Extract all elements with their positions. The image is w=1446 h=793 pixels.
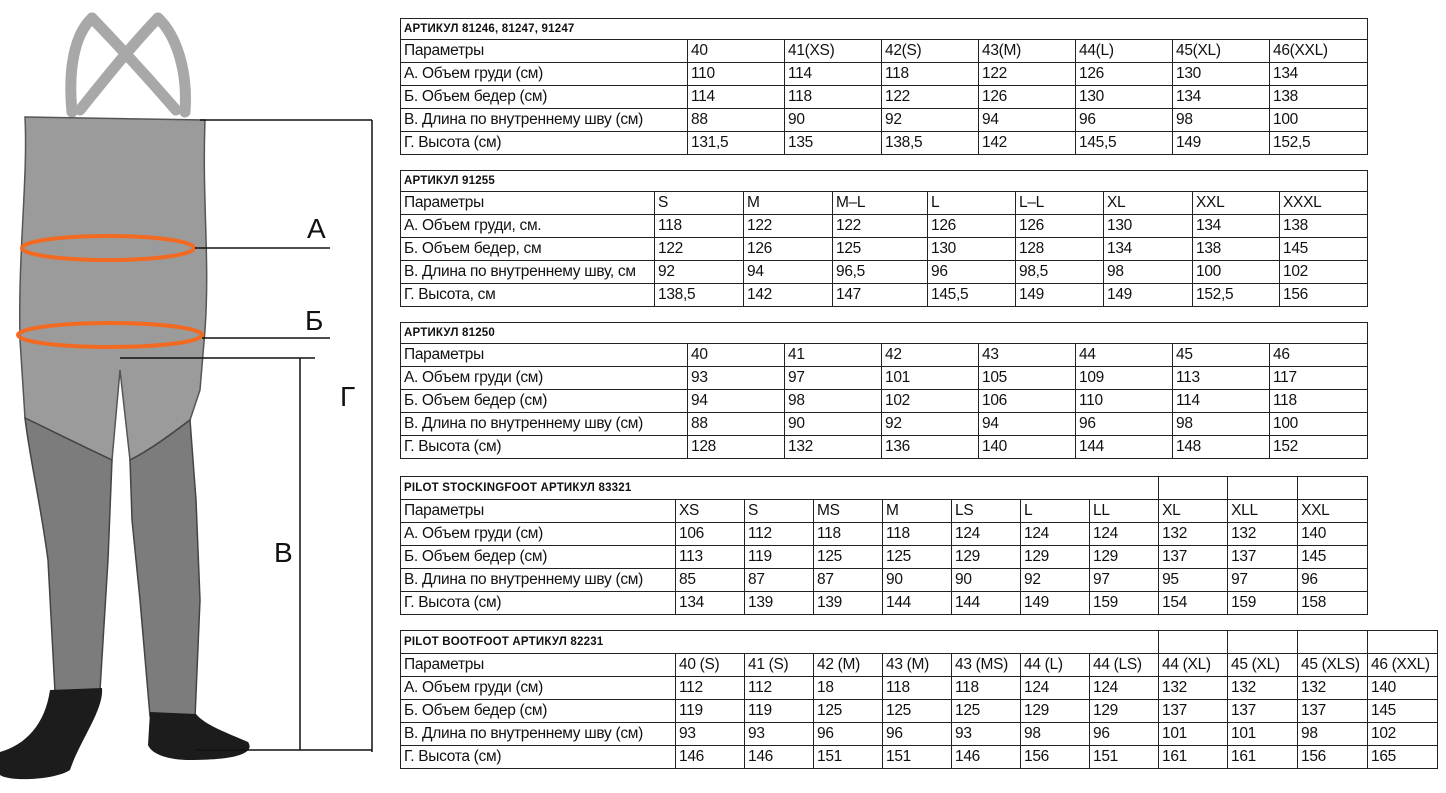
value-cell: 149 [1173,132,1270,155]
value-cell: 135 [785,132,882,155]
value-cell: 158 [1298,592,1368,615]
size-header-cell: 45 (XLS) [1298,654,1368,677]
size-header-cell: S [655,192,744,215]
value-cell: 98 [1104,261,1193,284]
value-cell: 18 [814,677,883,700]
table-row [401,390,1368,413]
value-cell: 124 [952,523,1021,546]
size-header-cell: 44 (L) [1021,654,1090,677]
row-label-cell: Г. Высота (см) [401,592,676,615]
size-header-cell: 44 (XL) [1159,654,1228,677]
row-label-cell: Б. Объем бедер (см) [401,86,688,109]
row-label-cell: В. Длина по внутреннему шву, см [401,261,655,284]
value-cell: 118 [1270,390,1368,413]
value-cell: 138,5 [655,284,744,307]
value-cell: 87 [814,569,883,592]
value-cell: 152 [1270,436,1368,459]
value-cell: 159 [1090,592,1159,615]
value-cell: 96 [814,723,883,746]
value-cell: 130 [1104,215,1193,238]
row-label-cell: Г. Высота (см) [401,132,688,155]
value-cell: 129 [1021,700,1090,723]
size-header-cell: L [1021,500,1090,523]
value-cell: 93 [952,723,1021,746]
value-cell: 96 [1076,413,1173,436]
value-cell: 101 [1228,723,1298,746]
value-cell: 124 [1090,677,1159,700]
value-cell: 149 [1016,284,1104,307]
value-cell: 126 [928,215,1016,238]
value-cell: 125 [952,700,1021,723]
size-header-cell: XLL [1228,500,1298,523]
value-cell: 95 [1159,569,1228,592]
size-header-cell: 40 (S) [676,654,745,677]
value-cell: 145,5 [928,284,1016,307]
wader-right-leg [130,420,200,718]
label-b: Б [305,305,324,336]
value-cell: 122 [655,238,744,261]
size-header-cell: 41 [785,344,882,367]
value-cell: 125 [814,700,883,723]
table-row [401,546,1368,569]
size-header-cell: 42 (M) [814,654,883,677]
value-cell: 110 [1076,390,1173,413]
row-label-cell: Г. Высота (см) [401,436,688,459]
size-header-cell: LL [1090,500,1159,523]
table-title-blank-cell [1368,631,1438,654]
value-cell: 105 [979,367,1076,390]
value-cell: 138 [1280,215,1368,238]
value-cell: 118 [655,215,744,238]
table-row [401,367,1368,390]
value-cell: 96 [1298,569,1368,592]
value-cell: 126 [1016,215,1104,238]
row-label-cell: Г. Высота (см) [401,746,676,769]
wader-torso [20,117,207,460]
value-cell: 126 [979,86,1076,109]
value-cell: 151 [1090,746,1159,769]
value-cell: 112 [745,523,814,546]
value-cell: 130 [1173,63,1270,86]
size-header-cell: 45(XL) [1173,40,1270,63]
value-cell: 106 [979,390,1076,413]
value-cell: 92 [882,109,979,132]
value-cell: 92 [1021,569,1090,592]
table-row [401,436,1368,459]
value-cell: 146 [952,746,1021,769]
value-cell: 119 [745,546,814,569]
row-label-cell: Б. Объем бедер (см) [401,700,676,723]
value-cell: 129 [952,546,1021,569]
row-label-cell: А. Объем груди (см) [401,63,688,86]
value-cell: 101 [882,367,979,390]
value-cell: 134 [1173,86,1270,109]
row-label-cell: В. Длина по внутреннему шву (см) [401,569,676,592]
value-cell: 130 [928,238,1016,261]
value-cell: 114 [688,86,785,109]
table-row [401,215,1368,238]
value-cell: 145 [1280,238,1368,261]
label-g: Г [340,381,356,412]
row-label-cell: А. Объем груди, см. [401,215,655,238]
value-cell: 118 [814,523,883,546]
value-cell: 138 [1193,238,1280,261]
value-cell: 96 [883,723,952,746]
row-label-cell: А. Объем груди (см) [401,677,676,700]
value-cell: 124 [1021,677,1090,700]
value-cell: 98,5 [1016,261,1104,284]
value-cell: 90 [883,569,952,592]
table-row [401,261,1368,284]
table-row [401,109,1368,132]
row-label-cell: Г. Высота, см [401,284,655,307]
value-cell: 129 [1021,546,1090,569]
wader-left-leg [25,418,112,692]
value-cell: 125 [833,238,928,261]
value-cell: 102 [882,390,979,413]
size-table-91255 [400,170,1368,307]
row-label-cell: Параметры [401,654,676,677]
row-label-cell: Параметры [401,40,688,63]
value-cell: 144 [1076,436,1173,459]
table-title: АРТИКУЛ 91255 [401,171,1368,192]
table-row [401,132,1368,155]
size-header-cell: XXL [1193,192,1280,215]
table-header-row [401,40,1368,63]
value-cell: 138 [1270,86,1368,109]
value-cell: 106 [676,523,745,546]
value-cell: 139 [745,592,814,615]
value-cell: 118 [883,523,952,546]
value-cell: 156 [1298,746,1368,769]
size-header-cell: M [744,192,833,215]
value-cell: 94 [744,261,833,284]
size-header-cell: 42 [882,344,979,367]
value-cell: 118 [785,86,882,109]
value-cell: 130 [1076,86,1173,109]
table-title-blank-cell [1159,477,1228,500]
value-cell: 156 [1021,746,1090,769]
value-cell: 100 [1270,109,1368,132]
value-cell: 137 [1298,700,1368,723]
table-row [401,569,1368,592]
value-cell: 131,5 [688,132,785,155]
size-header-cell: 40 [688,40,785,63]
value-cell: 154 [1159,592,1228,615]
row-label-cell: А. Объем груди (см) [401,523,676,546]
value-cell: 128 [1016,238,1104,261]
value-cell: 144 [952,592,1021,615]
value-cell: 161 [1228,746,1298,769]
size-header-cell: XS [676,500,745,523]
value-cell: 148 [1173,436,1270,459]
value-cell: 144 [883,592,952,615]
value-cell: 151 [883,746,952,769]
value-cell: 122 [744,215,833,238]
table-title-blank-cell [1228,477,1298,500]
value-cell: 152,5 [1270,132,1368,155]
value-cell: 132 [1159,677,1228,700]
value-cell: 90 [785,109,882,132]
value-cell: 90 [952,569,1021,592]
value-cell: 134 [676,592,745,615]
value-cell: 132 [785,436,882,459]
value-cell: 137 [1228,700,1298,723]
size-header-cell: MS [814,500,883,523]
value-cell: 140 [1298,523,1368,546]
value-cell: 110 [688,63,785,86]
row-label-cell: Б. Объем бедер (см) [401,546,676,569]
size-header-cell: 44 (LS) [1090,654,1159,677]
size-header-cell: 43 (M) [883,654,952,677]
value-cell: 134 [1270,63,1368,86]
label-a: А [307,213,326,244]
size-header-cell: XL [1104,192,1193,215]
value-cell: 90 [785,413,882,436]
value-cell: 92 [882,413,979,436]
size-header-cell: 41 (S) [745,654,814,677]
value-cell: 124 [1021,523,1090,546]
table-title: АРТИКУЛ 81250 [401,323,1368,344]
value-cell: 102 [1280,261,1368,284]
table-title-row [401,323,1368,344]
value-cell: 92 [655,261,744,284]
table-row [401,63,1368,86]
value-cell: 98 [1173,109,1270,132]
value-cell: 125 [814,546,883,569]
value-cell: 94 [979,109,1076,132]
value-cell: 132 [1228,677,1298,700]
value-cell: 98 [1298,723,1368,746]
value-cell: 137 [1228,546,1298,569]
value-cell: 97 [1228,569,1298,592]
table-title-row [401,171,1368,192]
value-cell: 136 [882,436,979,459]
value-cell: 139 [814,592,883,615]
value-cell: 151 [814,746,883,769]
value-cell: 142 [979,132,1076,155]
value-cell: 118 [882,63,979,86]
table-title-blank-cell [1298,477,1368,500]
wader-measurement-diagram [0,0,390,793]
value-cell: 142 [744,284,833,307]
value-cell: 128 [688,436,785,459]
value-cell: 97 [1090,569,1159,592]
row-label-cell: Параметры [401,192,655,215]
table-title-row [401,631,1438,654]
size-header-cell: XL [1159,500,1228,523]
value-cell: 140 [1368,677,1438,700]
size-header-cell: 46 (XXL) [1368,654,1438,677]
value-cell: 85 [676,569,745,592]
table-row [401,592,1368,615]
label-v: В [274,537,293,568]
value-cell: 100 [1270,413,1368,436]
row-label-cell: Параметры [401,344,688,367]
value-cell: 96 [928,261,1016,284]
value-cell: 122 [979,63,1076,86]
table-row [401,284,1368,307]
left-boot-foot [0,688,102,779]
value-cell: 96,5 [833,261,928,284]
value-cell: 132 [1298,677,1368,700]
value-cell: 126 [744,238,833,261]
value-cell: 146 [745,746,814,769]
value-cell: 149 [1021,592,1090,615]
value-cell: 98 [1173,413,1270,436]
table-row [401,238,1368,261]
value-cell: 165 [1368,746,1438,769]
size-header-cell: 43 (MS) [952,654,1021,677]
value-cell: 122 [833,215,928,238]
table-header-row [401,500,1368,523]
value-cell: 149 [1104,284,1193,307]
value-cell: 88 [688,413,785,436]
value-cell: 140 [979,436,1076,459]
value-cell: 138,5 [882,132,979,155]
value-cell: 132 [1159,523,1228,546]
size-header-cell: L–L [1016,192,1104,215]
value-cell: 126 [1076,63,1173,86]
table-row [401,523,1368,546]
table-title-row [401,477,1368,500]
value-cell: 94 [688,390,785,413]
value-cell: 125 [883,700,952,723]
suspenders [71,18,186,112]
value-cell: 134 [1104,238,1193,261]
value-cell: 100 [1193,261,1280,284]
value-cell: 96 [1076,109,1173,132]
size-header-cell: 45 [1173,344,1270,367]
size-header-cell: M–L [833,192,928,215]
row-label-cell: А. Объем груди (см) [401,367,688,390]
value-cell: 145 [1298,546,1368,569]
size-header-cell: 44 [1076,344,1173,367]
value-cell: 93 [676,723,745,746]
size-header-cell: 46(XXL) [1270,40,1368,63]
value-cell: 98 [785,390,882,413]
row-label-cell: Параметры [401,500,676,523]
table-row [401,677,1438,700]
value-cell: 113 [676,546,745,569]
size-header-cell: 44(L) [1076,40,1173,63]
value-cell: 88 [688,109,785,132]
table-row [401,746,1438,769]
size-header-cell: M [883,500,952,523]
value-cell: 161 [1159,746,1228,769]
size-header-cell: 41(XS) [785,40,882,63]
size-header-cell: 42(S) [882,40,979,63]
size-header-cell: 40 [688,344,785,367]
row-label-cell: В. Длина по внутреннему шву (см) [401,723,676,746]
value-cell: 118 [883,677,952,700]
value-cell: 119 [745,700,814,723]
value-cell: 98 [1021,723,1090,746]
table-title-blank-cell [1159,631,1228,654]
value-cell: 137 [1159,546,1228,569]
value-cell: 97 [785,367,882,390]
table-header-row [401,654,1438,677]
size-header-cell: 43(M) [979,40,1076,63]
value-cell: 129 [1090,700,1159,723]
table-title-blank-cell [1228,631,1298,654]
value-cell: 145 [1368,700,1438,723]
table-title: PILOT BOOTFOOT АРТИКУЛ 82231 [401,631,1159,654]
value-cell: 93 [688,367,785,390]
value-cell: 112 [745,677,814,700]
value-cell: 137 [1159,700,1228,723]
table-row [401,86,1368,109]
size-table-82231 [400,630,1438,769]
value-cell: 113 [1173,367,1270,390]
value-cell: 101 [1159,723,1228,746]
row-label-cell: Б. Объем бедер (см) [401,390,688,413]
row-label-cell: Б. Объем бедер, см [401,238,655,261]
table-row [401,700,1438,723]
value-cell: 145,5 [1076,132,1173,155]
value-cell: 118 [952,677,1021,700]
value-cell: 102 [1368,723,1438,746]
value-cell: 156 [1280,284,1368,307]
table-header-row [401,192,1368,215]
value-cell: 119 [676,700,745,723]
size-header-cell: 43 [979,344,1076,367]
value-cell: 132 [1228,523,1298,546]
value-cell: 125 [883,546,952,569]
table-title: PILOT STOCKINGFOOT АРТИКУЛ 83321 [401,477,1159,500]
size-header-cell: S [745,500,814,523]
value-cell: 147 [833,284,928,307]
size-header-cell: LS [952,500,1021,523]
value-cell: 112 [676,677,745,700]
value-cell: 93 [745,723,814,746]
size-table-81246 [400,18,1368,155]
value-cell: 114 [1173,390,1270,413]
value-cell: 134 [1193,215,1280,238]
value-cell: 159 [1228,592,1298,615]
size-table-83321 [400,476,1368,615]
size-header-cell: XXXL [1280,192,1368,215]
value-cell: 114 [785,63,882,86]
table-header-row [401,344,1368,367]
value-cell: 109 [1076,367,1173,390]
value-cell: 96 [1090,723,1159,746]
value-cell: 122 [882,86,979,109]
value-cell: 146 [676,746,745,769]
table-row [401,723,1438,746]
table-title: АРТИКУЛ 81246, 81247, 91247 [401,19,1368,40]
value-cell: 117 [1270,367,1368,390]
size-table-81250 [400,322,1368,459]
row-label-cell: В. Длина по внутреннему шву (см) [401,413,688,436]
table-title-row [401,19,1368,40]
value-cell: 124 [1090,523,1159,546]
value-cell: 129 [1090,546,1159,569]
row-label-cell: В. Длина по внутреннему шву (см) [401,109,688,132]
value-cell: 152,5 [1193,284,1280,307]
size-header-cell: 45 (XL) [1228,654,1298,677]
right-boot-foot [148,712,250,760]
table-row [401,413,1368,436]
size-header-cell: 46 [1270,344,1368,367]
value-cell: 87 [745,569,814,592]
size-header-cell: XXL [1298,500,1368,523]
table-title-blank-cell [1298,631,1368,654]
size-header-cell: L [928,192,1016,215]
value-cell: 94 [979,413,1076,436]
